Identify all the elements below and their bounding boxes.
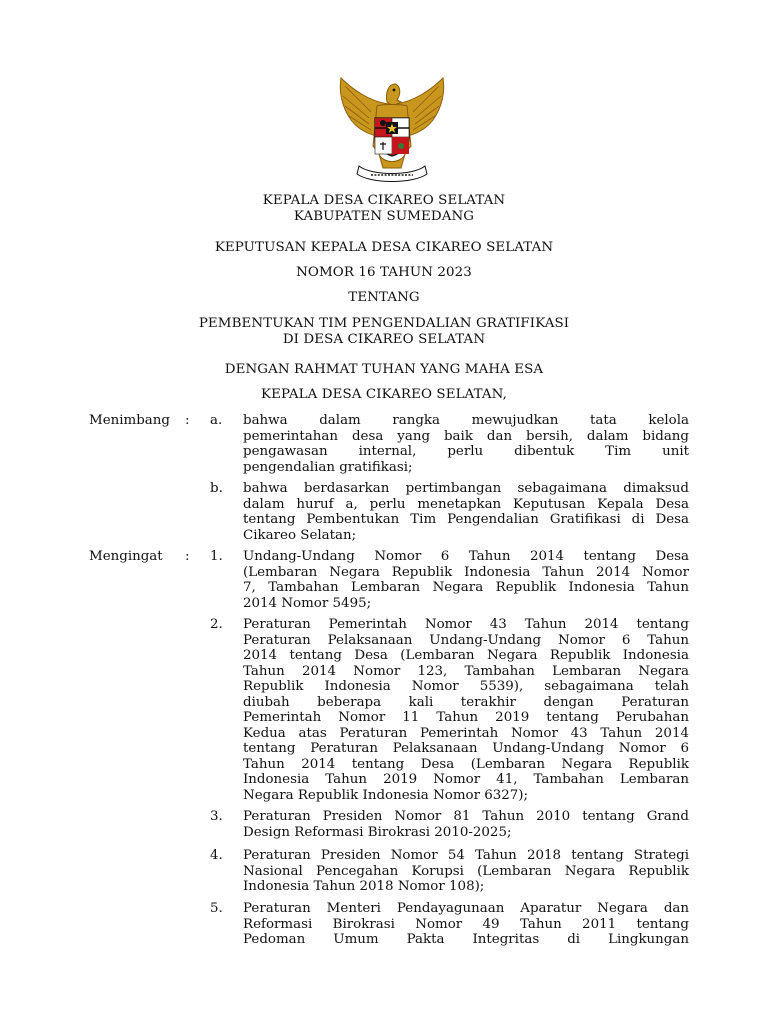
mengingat-item-1 [243,549,689,611]
mengingat-item-4 [243,848,689,895]
mengingat-item-5-marker: 5. [210,901,223,916]
menimbang-item-b [243,481,689,543]
mengingat-colon: : [185,549,190,564]
text-line: 2014 Nomor 5495; [243,595,372,611]
text-line: Undang-Undang Nomor 6 Tahun 2014 tentang Desa [243,549,689,564]
garuda-pancasila-emblem [331,76,453,184]
text-line: Pedoman Umum Pakta Integritas di Lingkungan [243,932,689,947]
text-line: pengendalian gratifikasi; [243,459,413,475]
text-line: diubah beberapa kali terakhir dengan Peraturan [243,694,689,710]
text-line: 7, Tambahan Lembaran Negara Republik Indonesia Tahun [243,580,689,595]
decree-title: KEPUTUSAN KEPALA DESA CIKAREO SELATAN [214,240,554,255]
text-line: bahwa dalam rangka mewujudkan tata kelola [243,413,689,428]
shield-icon [375,118,409,156]
text-line: bahwa berdasarkan pertimbangan sebagaimana dimaksud [243,481,689,496]
text-line: 2014 tentang Desa (Lembaran Negara Republik Indonesia [243,648,689,663]
text-line: Cikareo Selatan; [243,527,357,543]
menimbang-item-a [243,413,689,475]
text-line: Peraturan Presiden Nomor 81 Tahun 2010 tentang Grand [243,809,689,824]
subject-line-2: DI DESA CIKAREO SELATAN [282,332,486,347]
text-line: Indonesia Tahun 2019 Nomor 41, Tambahan Lembaran [243,772,689,787]
mengingat-label: Mengingat [89,549,163,564]
text-line: Design Reformasi Birokrasi 2010-2025; [243,824,512,840]
text-line: Tahun 2014 Nomor 123, Tambahan Lembaran Negara [243,663,689,679]
text-line: dalam huruf a, perlu menetapkan Keputusan Kepala Desa [243,496,689,512]
text-line: Kedua atas Peraturan Pemerintah Nomor 43 Tahun 2014 [243,725,689,741]
text-line: Republik Indonesia Nomor 5539), sebagaimana telah [243,679,689,694]
menimbang-item-b-marker: b. [210,481,223,496]
text-line: Tahun 2014 tentang Desa (Lembaran Negara Republik [243,756,689,772]
menimbang-colon: : [185,413,190,428]
issuer-title: KEPALA DESA CIKAREO SELATAN [262,193,506,208]
regency-title: KABUPATEN SUMEDANG [293,209,475,224]
about-label: TENTANG [348,290,420,305]
menimbang-label: Menimbang [89,413,170,428]
mengingat-item-3-marker: 3. [210,809,223,824]
mengingat-item-1-marker: 1. [210,549,223,564]
text-line: Nasional Pencegahan Korupsi (Lembaran Negara Republik [243,863,689,879]
subject-line-1: PEMBENTUKAN TIM PENGENDALIAN GRATIFIKASI [198,316,570,331]
mengingat-item-2-marker: 2. [210,617,223,632]
official-title: KEPALA DESA CIKAREO SELATAN, [261,387,507,402]
text-line: tentang Pembentukan Tim Pengendalian Gratifikasi di Desa [243,512,689,527]
text-line: Peraturan Presiden Nomor 54 Tahun 2018 tentang Strategi [243,848,689,863]
garuda-head [386,84,401,106]
text-line: Indonesia Tahun 2018 Nomor 108); [243,879,485,894]
text-line: (Lembaran Negara Republik Indonesia Tahun 2014 Nomor [243,564,689,580]
text-line: Peraturan Pelaksanaan Undang-Undang Nomor 6 Tahun [243,632,689,648]
text-line: Peraturan Pemerintah Nomor 43 Tahun 2014 tentang [243,617,689,632]
text-line: Peraturan Menteri Pendayagunaan Aparatur Negara dan [243,901,689,916]
grace-line: DENGAN RAHMAT TUHAN YANG MAHA ESA [224,362,544,377]
menimbang-item-a-marker: a. [210,413,223,428]
mengingat-item-3 [243,809,689,840]
text-line: Negara Republik Indonesia Nomor 6327); [243,787,529,803]
mengingat-item-2 [243,617,689,803]
decree-number: NOMOR 16 TAHUN 2023 [296,265,472,280]
text-line: pengawasan internal, perlu dibentuk Tim unit [243,444,689,459]
mengingat-item-5 [243,901,689,948]
text-line: pemerintahan desa yang baik dan bersih, dalam bidang [243,428,689,444]
text-line: tentang Peraturan Pelaksanaan Undang-Undang Nomor 6 [243,741,689,756]
mengingat-item-4-marker: 4. [210,848,223,863]
text-line: Reformasi Birokrasi Nomor 49 Tahun 2011 tentang [243,916,689,932]
text-line: Pemerintah Nomor 11 Tahun 2019 tentang Perubahan [243,710,689,725]
